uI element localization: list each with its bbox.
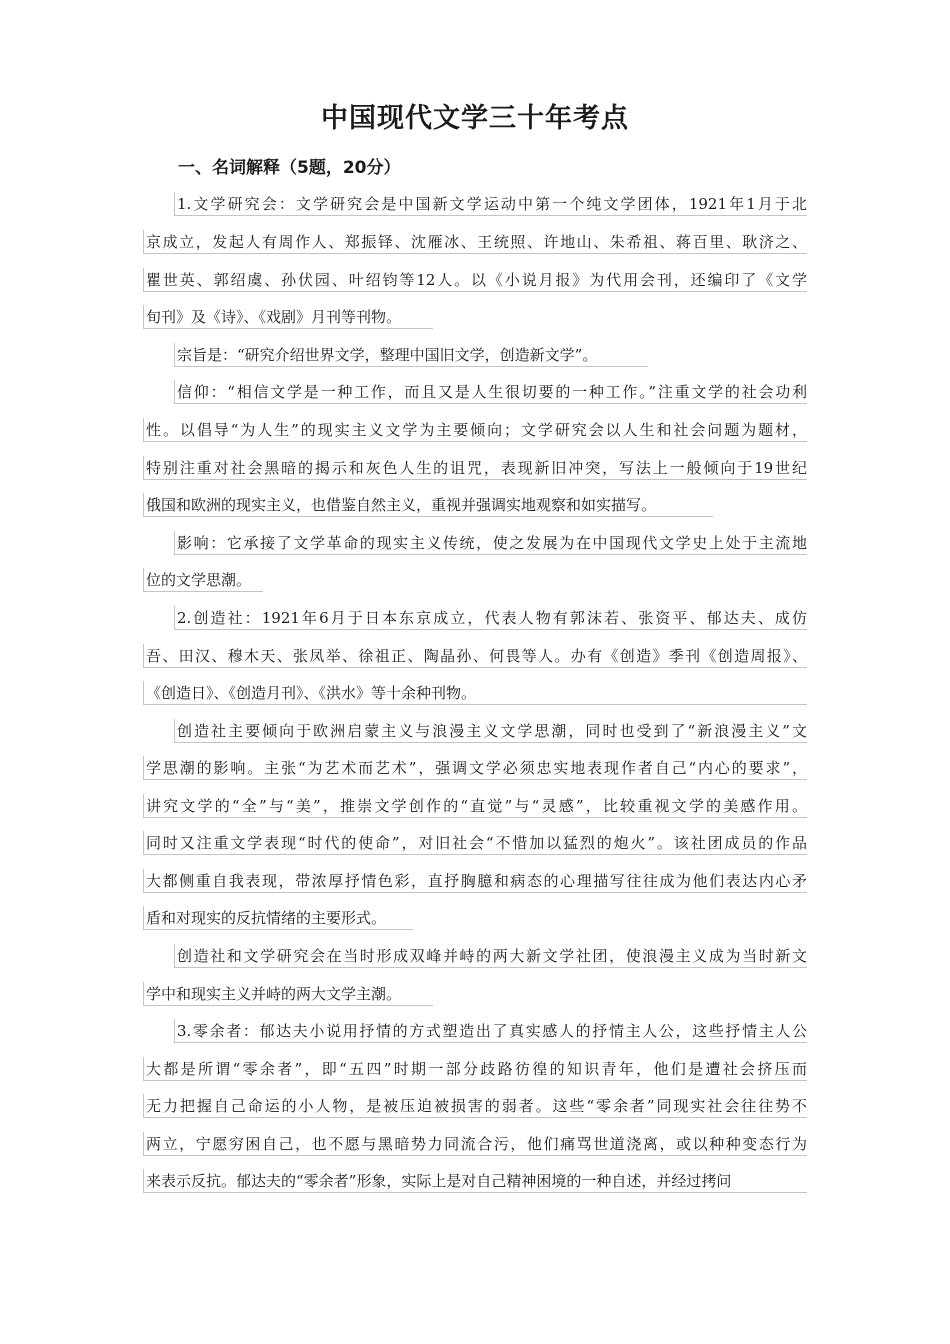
text-line: 学思潮的影响。主张“为艺术而艺术”，强调文学必须忠实地表现作者自己“内心的要求”， <box>143 756 807 780</box>
text-line: 盾和对现实的反抗情绪的主要形式。 <box>143 906 413 930</box>
text-line: 吾、田汉、穆木天、张凤举、徐祖正、陶晶孙、何畏等人。办有《创造》季刊《创造周报》、 <box>143 644 807 668</box>
text-line: 2.创造社：1921年6月于日本东京成立，代表人物有郭沫若、张资平、郁达夫、成仿 <box>174 606 807 630</box>
text-line: 1.文学研究会：文学研究会是中国新文学运动中第一个纯文学团体，1921年1月于北 <box>174 192 807 216</box>
text-line: 创造社主要倾向于欧洲启蒙主义与浪漫主义文学思潮，同时也受到了“新浪漫主义”文 <box>174 719 807 743</box>
text-line: 学中和现实主义并峙的两大文学主潮。 <box>143 982 433 1006</box>
text-line: 性。以倡导“为人生”的现实主义文学为主要倾向；文学研究会以人生和社会问题为题材， <box>143 418 807 442</box>
text-line: 大都侧重自我表现，带浓厚抒情色彩，直抒胸臆和病态的心理描写往往成为他们表达内心矛 <box>143 869 807 893</box>
text-line: 大都是所谓“零余者”，即“五四”时期一部分歧路彷徨的知识青年，他们是遭社会挤压而 <box>143 1057 807 1081</box>
text-line: 旬刊》及《诗》、《戏剧》月刊等刊物。 <box>143 305 433 329</box>
section-heading: 一、名词解释（5题，20分） <box>178 158 401 178</box>
text-line: 讲究文学的“全”与“美”，推崇文学创作的“直觉”与“灵感”，比较重视文学的美感作用。 <box>143 794 807 818</box>
text-line: 位的文学思潮。 <box>143 568 263 592</box>
text-line: 影响：它承接了文学革命的现实主义传统，使之发展为在中国现代文学史上处于主流地 <box>174 531 807 555</box>
text-line: 《创造日》、《创造月刊》、《洪水》等十余种刊物。 <box>143 681 807 705</box>
text-line: 信仰：“相信文学是一种工作，而且又是人生很切要的一种工作。”注重文学的社会功利 <box>174 380 807 404</box>
text-line: 同时又注重文学表现“时代的使命”，对旧社会“不惜加以猛烈的炮火”。该社团成员的作品 <box>143 831 807 855</box>
text-line: 特别注重对社会黑暗的揭示和灰色人生的诅咒，表现新旧冲突，写法上一般倾向于19世纪 <box>143 456 807 480</box>
text-line: 3.零余者：郁达夫小说用抒情的方式塑造出了真实感人的抒情主人公，这些抒情主人公 <box>174 1019 807 1043</box>
page-title: 中国现代文学三十年考点 <box>321 103 629 134</box>
text-line: 宗旨是：“研究介绍世界文学，整理中国旧文学，创造新文学”。 <box>174 343 648 367</box>
text-line: 无力把握自己命运的小人物，是被压迫被损害的弱者。这些“零余者”同现实社会往往势不 <box>143 1094 807 1118</box>
text-line: 俄国和欧洲的现实主义，也借鉴自然主义，重视并强调实地观察和如实描写。 <box>143 493 713 517</box>
text-line: 来表示反抗。郁达夫的“零余者”形象，实际上是对自己精神困境的一种自述，并经过拷问 <box>143 1169 807 1193</box>
text-line: 两立，宁愿穷困自己，也不愿与黑暗势力同流合污，他们痛骂世道浇离，或以种种变态行为 <box>143 1132 807 1156</box>
text-line: 瞿世英、郭绍虞、孙伏园、叶绍钧等12人。以《小说月报》为代用会刊，还编印了《文学 <box>143 268 807 292</box>
text-line: 创造社和文学研究会在当时形成双峰并峙的两大新文学社团，使浪漫主义成为当时新文 <box>174 944 807 968</box>
text-line: 京成立，发起人有周作人、郑振铎、沈雁冰、王统照、许地山、朱希祖、蒋百里、耿济之、 <box>143 230 807 254</box>
